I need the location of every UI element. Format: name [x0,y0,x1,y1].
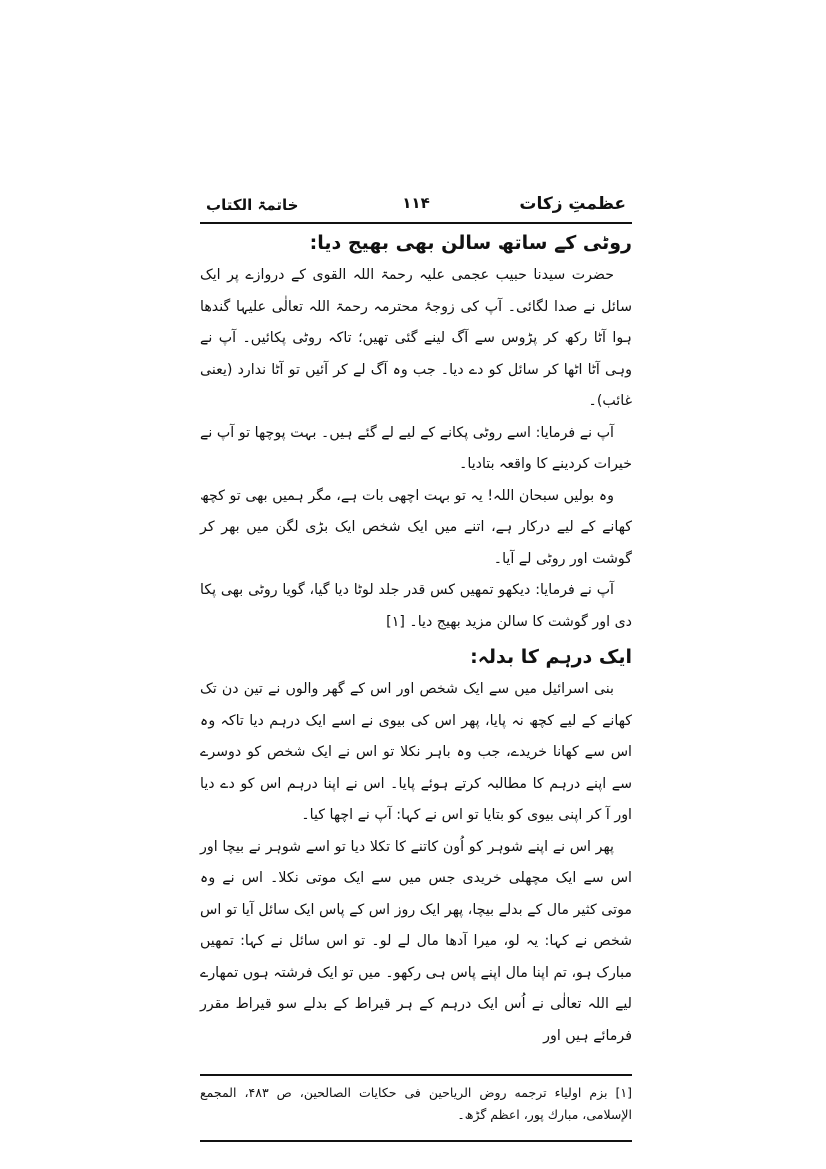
chapter-title: خاتمۃ الکتاب [206,196,299,214]
paragraph: حضرت سیدنا حبیب عجمی علیہ رحمۃ اللہ القوی کے دروازے پر ایک سائل نے صدا لگائی۔ آپ کی زوجۂ محترمہ رحمۃ اللہ تعالٰی علیہا گندھا ہوا آٹا رکھ کر پڑوس سے آگ لینے گئی تھیں؛ تاکہ روٹی پکائیں۔ آپ نے وہی آٹا اٹھا کر سائل کو دے دیا۔ جب وہ آگ لے کر آئیں تو آٹا ندارد (یعنی غائب)۔ [200,267,632,409]
paragraph: آپ نے فرمایا: اسے روٹی پکانے کے لیے لے گئے ہیں۔ بہت پوچھا تو آپ نے خیرات کردینے کا واقعہ بتادیا۔ [200,424,632,472]
footnote: [۱] بزم اولیاء ترجمه روض الریاحین فی حکایات الصالحین، ص ۴۸۳، المجمع الإسلامی، مبارك پور، اعظم گڑھ۔ [200,1085,633,1122]
page-content [200,188,632,1142]
section-heading-2: ایک درہم کا بدلہ: [470,646,632,668]
bottom-divider [200,1140,632,1142]
paragraph: بنی اسرائیل میں سے ایک شخص اور اس کے گھر والوں نے تین دن تک کھانے کے لیے کچھ نہ پایا، پھر اس کی بیوی نے اسے ایک درہم دیا تاکہ وہ اس سے کھانا خریدے، جب وہ باہر نکلا تو اس نے ایک شخص کو دوسرے سے اپنے درہم کا مطالبہ کرتے ہوئے پایا۔ اس نے اپنا درہم اس کو دے دیا اور آ کر اپنی بیوی کو بتایا تو اس نے کہا: آپ نے اچھا کیا۔ [200,681,632,823]
paragraph: وہ بولیں سبحان اللہ! یہ تو بہت اچھی بات ہے، مگر ہمیں بھی تو کچھ کھانے کے لیے درکار ہے، اتنے میں ایک شخص ایک بڑی لگن میں بھر کر گوشت اور روٹی لے آیا۔ [200,487,632,567]
footnote-divider [200,1074,632,1076]
paragraph: آپ نے فرمایا: دیکھو تمھیں کس قدر جلد لوٹا دیا گیا، گویا روٹی بھی پکا دی اور گوشت کا سالن مزید بھیج دیا۔ [۱] [200,582,632,630]
section-heading-1: روٹی کے ساتھ سالن بھی بھیج دیا: [309,232,632,254]
page-number: ۱۱۴ [402,194,430,212]
paragraph: پھر اس نے اپنے شوہر کو اُون کاتنے کا تکلا دیا تو اسے شوہر نے بیچا اور اس سے ایک مچھلی خریدی جس میں سے ایک موتی نکلا۔ اس نے وہ موتی کثیر مال کے بدلے بیچا، پھر ایک روز اس کے پاس ایک سائل آیا تو اس شخص نے کہا: یہ لو، میرا آدھا مال لے لو۔ تو اس سائل نے کہا: تمھیں مبارک ہو، تم اپنا مال اپنے پاس ہی رکھو۔ میں تو ایک فرشتہ ہوں تمھارے لیے اللہ تعالٰی نے اُس ایک درہم کے ہر قیراط کے بدلے سو قیراط مقرر فرمائے ہیں اور [200,838,632,1044]
book-title: عظمتِ زکات [519,194,626,214]
page-header [200,188,632,224]
